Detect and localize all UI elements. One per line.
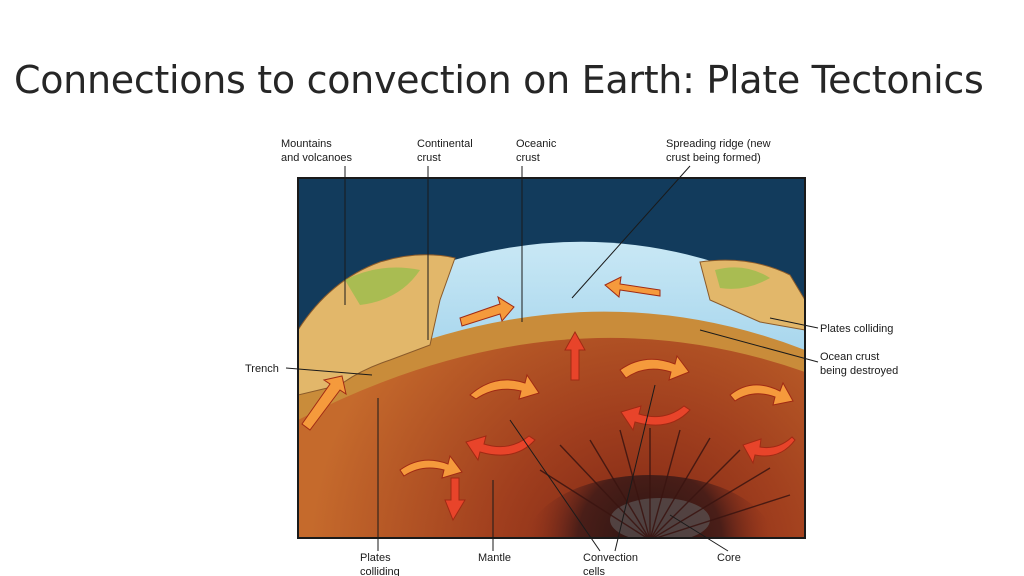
label-spreading-ridge: Spreading ridge (new crust being formed): [666, 138, 771, 164]
diagram-illustration: [298, 178, 805, 576]
label-oceanic-crust: Oceanic crust: [516, 138, 557, 164]
label-plates-colliding-bottom: Plates colliding: [360, 552, 400, 576]
label-mountains: Mountains and volcanoes: [281, 138, 352, 164]
label-mantle: Mantle: [478, 552, 512, 564]
label-convection-cells: Convection cells: [583, 552, 639, 576]
label-plates-colliding-right: Plates colliding: [820, 323, 894, 335]
label-trench: Trench: [245, 363, 279, 375]
label-continental-crust: Continental crust: [417, 138, 473, 164]
slide-title: Connections to convection on Earth: Plate Tectonics: [14, 58, 984, 102]
label-core: Core: [717, 552, 741, 564]
label-ocean-crust-destroyed: Ocean crust being destroyed: [820, 351, 899, 377]
